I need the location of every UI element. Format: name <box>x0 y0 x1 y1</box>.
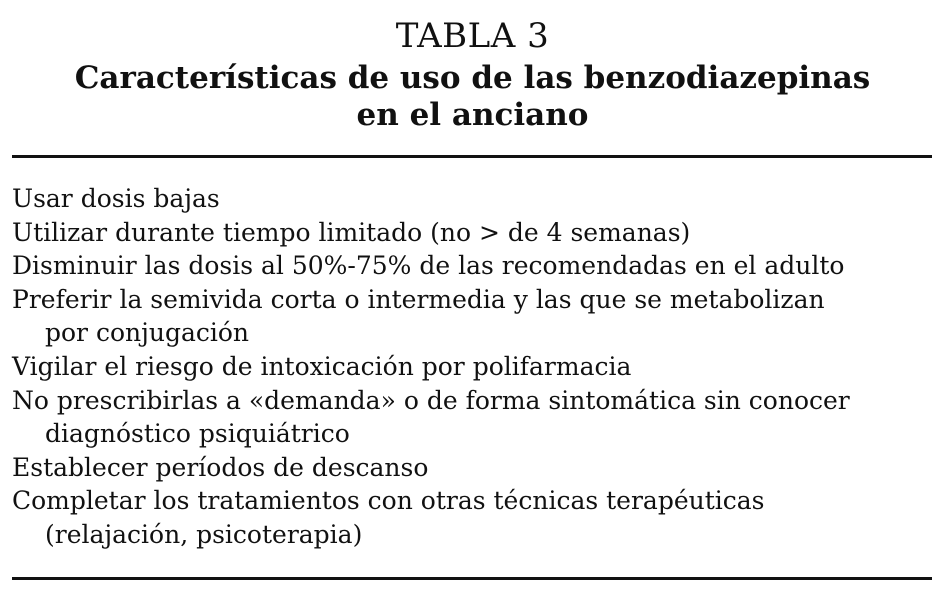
list-item-text: Completar los tratamientos con otras técnicas terapéuticas <box>12 486 765 516</box>
recommendation-list <box>12 182 932 552</box>
list-item-text: Preferir la semivida corta o intermedia y las que se metabolizan <box>12 284 825 314</box>
list-item <box>12 216 932 250</box>
list-item-text: Vigilar el riesgo de intoxicación por polifarmacia <box>12 351 632 381</box>
list-item-continuation: (relajación, psicoterapia) <box>45 519 363 549</box>
list-item <box>12 182 932 216</box>
list-item-text: Utilizar durante tiempo limitado (no > de 4 semanas) <box>12 217 691 247</box>
table-number: TABLA 3 <box>395 16 550 56</box>
table-title-line-2: en el anciano <box>356 97 589 133</box>
top-rule <box>12 155 932 158</box>
list-item-text: Establecer períodos de descanso <box>12 452 429 482</box>
list-item-continuation: diagnóstico psiquiátrico <box>45 419 350 449</box>
list-item <box>12 384 932 451</box>
list-item <box>12 249 932 283</box>
list-item <box>12 350 932 384</box>
list-item-text: Usar dosis bajas <box>12 184 220 213</box>
list-item-text: No prescribirlas a «demanda» o de forma sintomática sin conocer <box>12 385 850 415</box>
list-item-continuation: por conjugación <box>45 318 250 348</box>
list-item <box>12 451 932 485</box>
list-item <box>12 484 932 551</box>
table-title-line-1: Características de uso de las benzodiazepinas <box>74 60 871 96</box>
bottom-rule <box>12 577 932 580</box>
list-item-text: Disminuir las dosis al 50%-75% de las recomendadas en el adulto <box>12 251 845 281</box>
list-item <box>12 283 932 350</box>
table-title <box>0 60 945 134</box>
